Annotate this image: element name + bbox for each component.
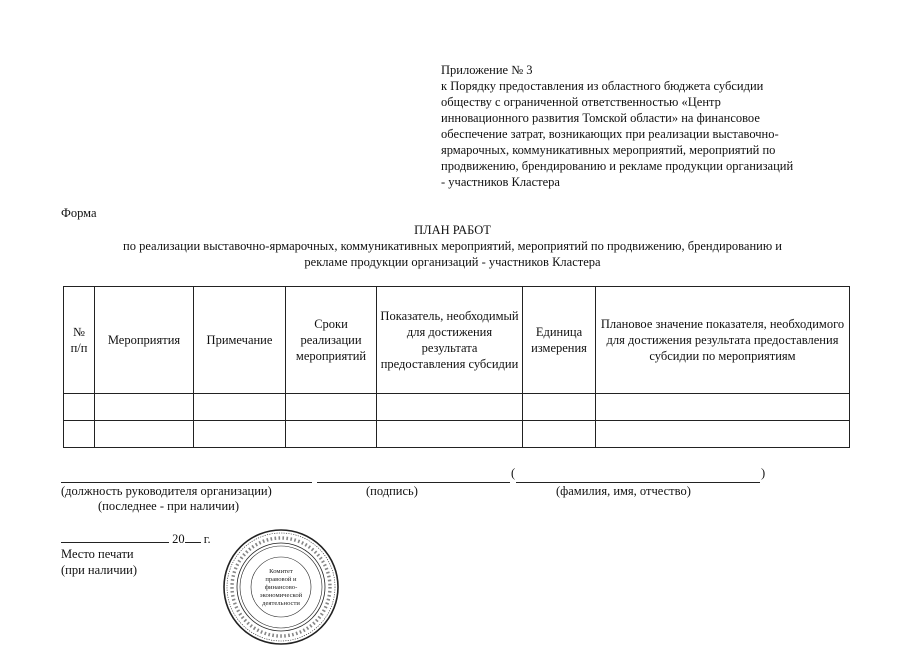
seal-center-line: финансово- — [264, 584, 298, 591]
close-parenthesis: ) — [761, 466, 766, 480]
table-cell[interactable] — [64, 421, 95, 448]
table-cell[interactable] — [286, 421, 377, 448]
form-label: Форма — [61, 206, 97, 220]
table-cell[interactable] — [377, 394, 523, 421]
table-cell[interactable] — [95, 394, 194, 421]
header-cell-number: № п/п — [64, 287, 95, 394]
official-seal — [221, 527, 341, 647]
seal-center-line: деятельности — [262, 600, 300, 607]
table-cell[interactable] — [194, 421, 286, 448]
plan-subtitle-line-1: по реализации выставочно-ярмарочных, коммуникативных мероприятий, мероприятий по продвижению, брендированию и — [123, 239, 782, 253]
stamp-note — [61, 546, 137, 578]
appendix-line: обеспечение затрат, возникающих при реализации выставочно- — [441, 127, 779, 141]
header-cell-deadlines: Сроки реализации мероприятий — [286, 287, 377, 394]
year-suffix: г. — [203, 532, 211, 546]
header-cell-indicator: Показатель, необходимый для достижения результата предоставления субсидии — [377, 287, 523, 394]
header-cell-activities: Мероприятия — [95, 287, 194, 394]
appendix-line: к Порядку предоставления из областного бюджета субсидии — [441, 79, 764, 93]
signature-line[interactable] — [317, 482, 510, 483]
appendix-line: ярмарочных, коммуникативных мероприятий, мероприятий по — [441, 143, 776, 157]
seal-center-line: Комитет — [269, 568, 293, 575]
header-cell-unit: Единица измерения — [523, 287, 596, 394]
plan-table — [63, 286, 850, 448]
table-cell[interactable] — [64, 394, 95, 421]
appendix-line: продвижению, брендированию и рекламе продукции организаций — [441, 159, 794, 173]
table-cell[interactable] — [596, 394, 850, 421]
appendix-title: Приложение № 3 — [441, 63, 533, 77]
year-blank[interactable] — [185, 530, 201, 543]
plan-title: ПЛАН РАБОТ — [414, 223, 491, 237]
appendix-line: инновационного развития Томской области» на финансовое — [441, 111, 760, 125]
date-line — [61, 530, 211, 547]
signature-caption: (подпись) — [366, 484, 418, 498]
header-cell-planned-value: Плановое значение показателя, необходимого для достижения результата предоставления субсидии по мероприятиям — [596, 287, 850, 394]
seal-center-line: правовой и — [265, 576, 297, 583]
open-parenthesis: ( — [511, 466, 516, 480]
header-cell-note: Примечание — [194, 287, 286, 394]
year-prefix: 20 — [172, 532, 185, 546]
full-name-caption: (фамилия, имя, отчество) — [556, 484, 691, 498]
position-caption-note: (последнее - при наличии) — [98, 499, 239, 513]
table-header-row — [64, 287, 850, 394]
table-cell[interactable] — [95, 421, 194, 448]
table-cell[interactable] — [194, 394, 286, 421]
table-row — [64, 421, 850, 448]
date-day-month-blank[interactable] — [61, 530, 169, 543]
table-row — [64, 394, 850, 421]
stamp-place-note: (при наличии) — [61, 563, 138, 577]
full-name-line[interactable] — [516, 482, 760, 483]
appendix-block — [441, 62, 846, 190]
table-cell[interactable] — [523, 421, 596, 448]
stamp-place-label: Место печати — [61, 547, 134, 561]
appendix-line: обществу с ограниченной ответственностью «Центр — [441, 95, 721, 109]
plan-subtitle-line-2: рекламе продукции организаций - участников Кластера — [304, 255, 601, 269]
seal-center-line: экономической — [259, 592, 303, 599]
table-cell[interactable] — [596, 421, 850, 448]
position-caption: (должность руководителя организации) — [61, 484, 272, 498]
table-cell[interactable] — [523, 394, 596, 421]
appendix-line: - участников Кластера — [441, 175, 560, 189]
table-cell[interactable] — [286, 394, 377, 421]
position-signature-line[interactable] — [61, 482, 312, 483]
table-cell[interactable] — [377, 421, 523, 448]
